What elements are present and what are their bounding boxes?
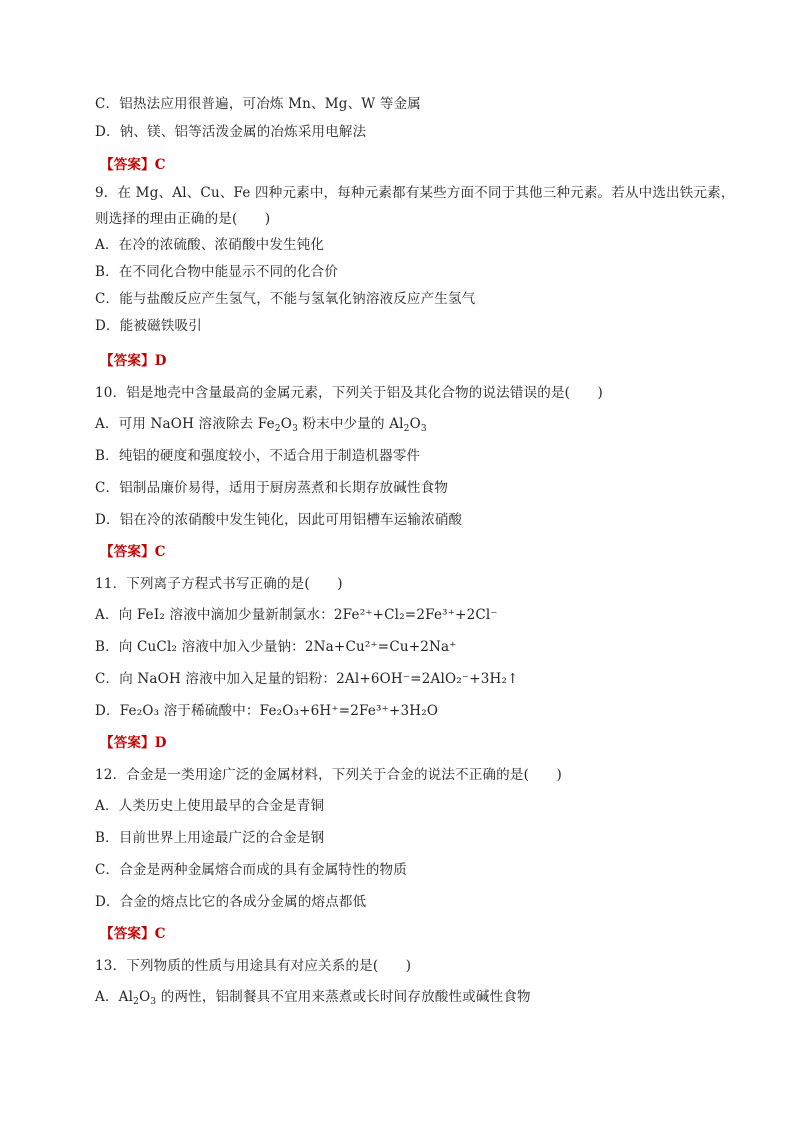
option-c-q8: C．铝热法应用很普遍，可冶炼 Mn、Mg、W 等金属 [95, 96, 421, 112]
option-a-q11: A．向 FeI₂ 溶液中滴加少量新制氯水：2Fe²⁺+Cl₂=2Fe³⁺+2Cl⁻ [95, 607, 498, 623]
option-b-q10: B．纯铝的硬度和强度较小，不适合用于制造机器零件 [95, 448, 421, 464]
option-a-q10-part1: A．可用 NaOH 溶液除去 Fe [95, 416, 275, 432]
option-d-q11: D．Fe₂O₃ 溶于稀硫酸中：Fe₂O₃+6H⁺=2Fe³⁺+3H₂O [95, 703, 439, 719]
option-a-q13-text: 的两性，铝制餐具不宜用来蒸煮或长时间存放酸性或碱性食物 [160, 989, 531, 1005]
option-b-q9: B．在不同化合物中能显示不同的化合价 [95, 264, 339, 280]
option-d-q9: D．能被磁铁吸引 [95, 318, 202, 334]
option-d-q12: D．合金的熔点比它的各成分金属的熔点都低 [95, 894, 367, 910]
option-d-q8: D．钠、镁、铝等活泼金属的冶炼采用电解法 [95, 124, 367, 140]
option-c-q9: C．能与盐酸反应产生氢气，不能与氢氧化钠溶液反应产生氢气 [95, 291, 476, 307]
answer-q12: 【答案】C [100, 926, 166, 942]
option-a-q9: A．在冷的浓硫酸、浓硝酸中发生钝化 [95, 237, 325, 253]
question-10: 10．铝是地壳中含量最高的金属元素，下列关于铝及其化合物的说法错误的是( ) [95, 385, 604, 401]
option-a-q13: A．$Al_2O_3$ 的两性，铝制餐具不宜用来蒸煮或长时间存放酸性或碱性食物 [95, 989, 531, 1007]
option-c-q10: C．铝制品廉价易得，适用于厨房蒸煮和长期存放碱性食物 [95, 480, 449, 496]
question-12: 12．合金是一类用途广泛的金属材料，下列关于合金的说法不正确的是( ) [95, 767, 562, 783]
option-c-q11: C．向 NaOH 溶液中加入足量的铝粉：2Al+6OH⁻=2AlO₂⁻+3H₂↑ [95, 671, 519, 687]
question-9-line1: 9．在 Mg、Al、Cu、Fe 四种元素中，每种元素都有某些方面不同于其他三种元素。若从中选出铁元素， [95, 185, 735, 201]
answer-q8: 【答案】C [100, 157, 166, 173]
option-a-q12: A．人类历史上使用最早的合金是青铜 [95, 798, 325, 814]
question-13: 13．下列物质的性质与用途具有对应关系的是( ) [95, 958, 412, 974]
answer-q11: 【答案】D [100, 735, 167, 751]
answer-q10: 【答案】C [100, 544, 166, 560]
option-a-q10: A．可用 NaOH 溶液除去 $Fe_2O_3$ 粉末中少量的 $Al_2O_3$ [95, 416, 427, 434]
option-c-q12: C．合金是两种金属熔合而成的具有金属特性的物质 [95, 862, 407, 878]
option-b-q12: B．目前世界上用途最广泛的合金是钢 [95, 830, 325, 846]
question-11: 11．下列离子方程式书写正确的是( ) [95, 576, 343, 592]
option-a-q10-part2: 粉末中少量的 Al [302, 416, 404, 432]
question-9-line2: 则选择的理由正确的是( ) [95, 211, 271, 227]
answer-q9: 【答案】D [100, 353, 167, 369]
option-b-q11: B．向 CuCl₂ 溶液中加入少量钠：2Na+Cu²⁺=Cu+2Na⁺ [95, 639, 457, 655]
option-d-q10: D．铝在冷的浓硝酸中发生钝化，因此可用铝槽车运输浓硝酸 [95, 512, 463, 528]
